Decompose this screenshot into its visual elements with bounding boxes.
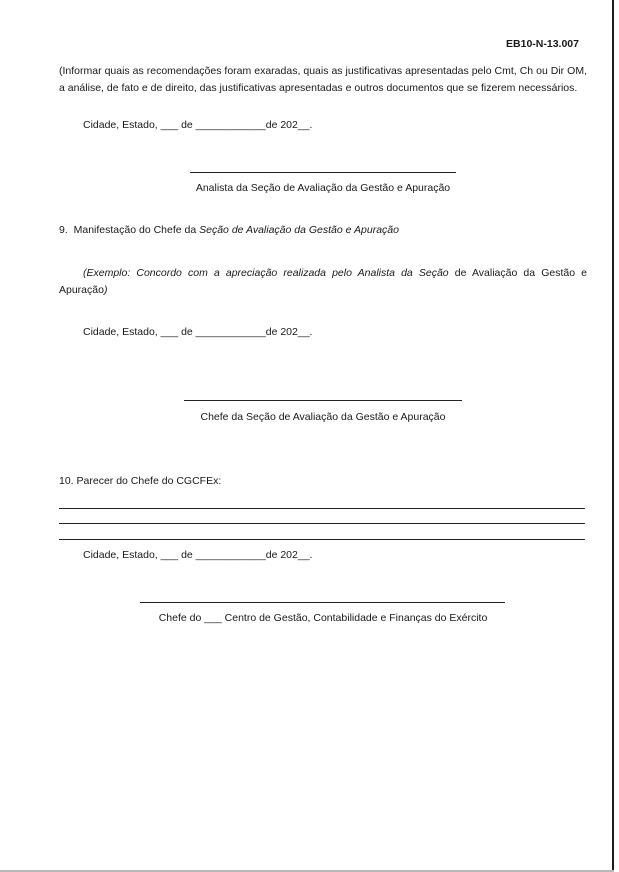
opinion-line-2 bbox=[59, 523, 585, 524]
date-line-section-chief: Cidade, Estado, ___ de ____________de 202__. bbox=[83, 326, 313, 338]
section-9-heading-italic: Seção de Avaliação da Gestão e Apuração bbox=[199, 224, 399, 236]
section-9-heading bbox=[59, 222, 399, 239]
section-9-example bbox=[59, 265, 587, 299]
signature-line-section-chief bbox=[184, 400, 462, 401]
section-9-example-close: ) bbox=[103, 284, 108, 296]
date-line-cgcfex: Cidade, Estado, ___ de ____________de 202__. bbox=[83, 549, 313, 561]
section-9-heading-text: Manifestação do Chefe da bbox=[73, 224, 197, 236]
section-9-example-italic: (Exemplo: Concordo com a apreciação realizada pelo Analista da Seção bbox=[83, 267, 449, 279]
analysis-instructions: (Informar quais as recomendações foram exaradas, quais as justificativas apresentadas pelo Cmt, Ch ou Dir OM, a análise, de fato e de direito, das justificativas apresentadas e outros documentos que se fizerem necessários. bbox=[59, 65, 587, 94]
opinion-line-3 bbox=[59, 539, 585, 540]
signature-line-cgcfex bbox=[140, 602, 505, 603]
signature-label-cgcfex: Chefe do ___ Centro de Gestão, Contabilidade e Finanças do Exército bbox=[158, 612, 488, 624]
document-code: EB10-N-13.007 bbox=[506, 38, 579, 50]
date-line-analyst: Cidade, Estado, ___ de ____________de 202__. bbox=[83, 119, 313, 131]
signature-label-section-chief: Chefe da Seção de Avaliação da Gestão e Apuração bbox=[200, 411, 446, 423]
opinion-line-1 bbox=[59, 508, 585, 509]
section-9-example-normal: de Avaliação da Gestão e Apuração bbox=[59, 267, 587, 296]
section-9-number: 9. bbox=[59, 224, 68, 236]
signature-label-analyst: Analista da Seção de Avaliação da Gestão e Apuração bbox=[195, 182, 451, 194]
signature-line-analyst bbox=[190, 172, 456, 173]
page-edge-right bbox=[612, 0, 614, 872]
section-10-heading: 10. Parecer do Chefe do CGCFEx: bbox=[59, 475, 222, 487]
